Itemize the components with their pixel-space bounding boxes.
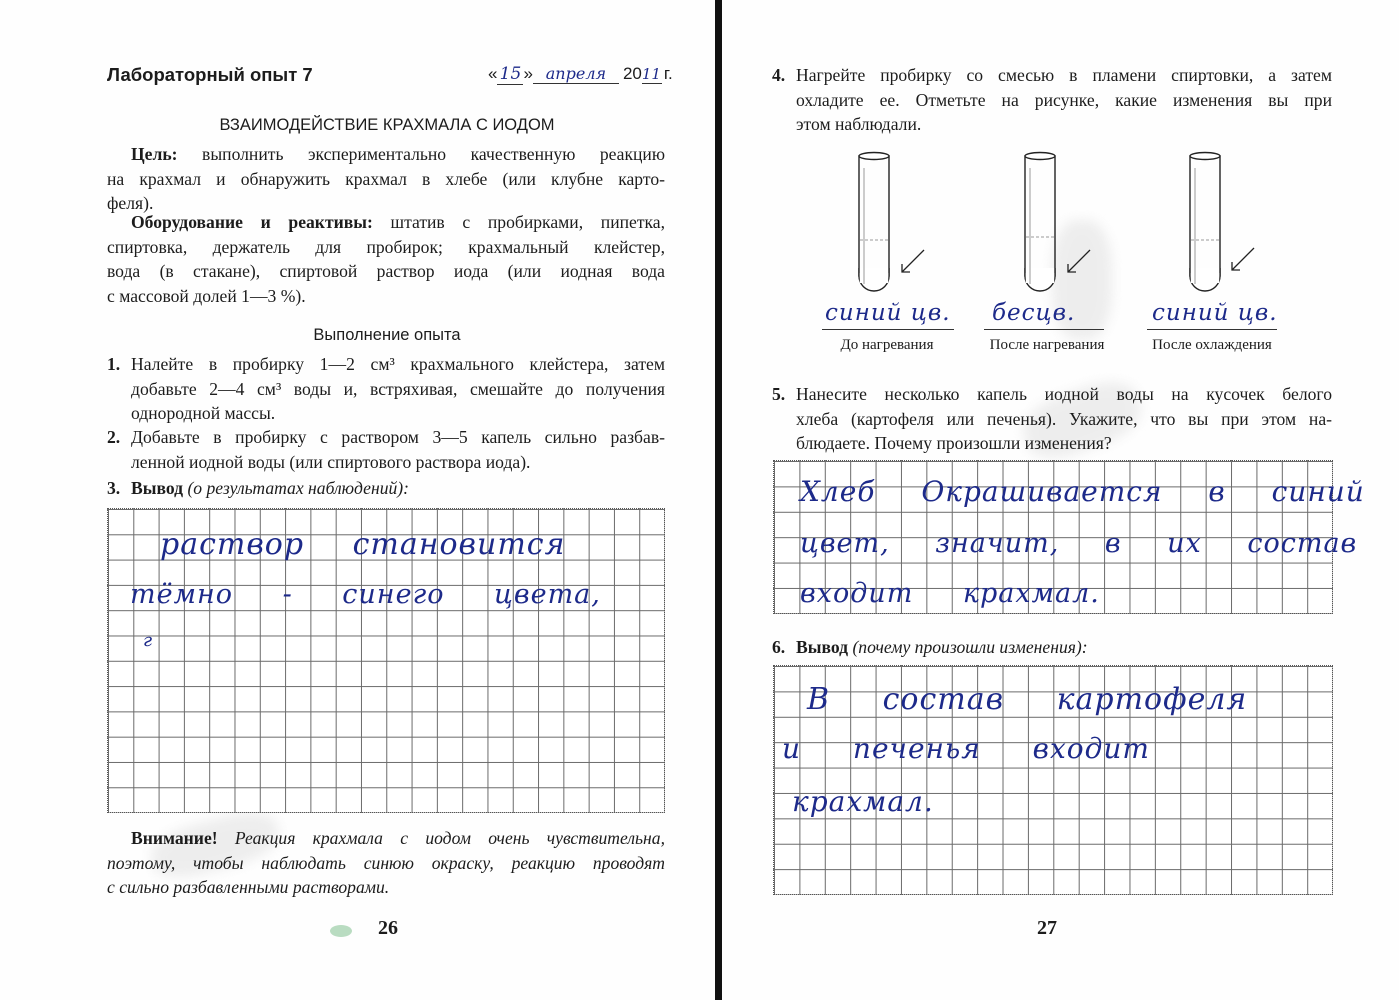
equipment-line: вода (в стакане), спиртовой раствор иода (или иодная вода — [107, 261, 665, 281]
handwritten-answer-line: г — [143, 630, 154, 651]
tube-2-answer: бесцв. — [992, 300, 1076, 326]
conclusion-hint: (о результатах наблюдений): — [187, 478, 410, 498]
page-number-left: 26 — [378, 917, 398, 939]
tube-1-caption: До нагревания — [840, 337, 934, 353]
handwritten-answer-line: В состав картофеля — [807, 682, 1248, 717]
equipment-paragraph — [107, 210, 665, 308]
date-open-quote: « — [488, 64, 498, 83]
step-number: 3. — [107, 478, 121, 498]
step-3-conclusion — [107, 476, 665, 501]
step-1 — [107, 352, 665, 426]
handwritten-answer-line: крахмал. — [792, 785, 934, 818]
step-line: Налейте в пробирку 1—2 см³ крахмального клейстера, затем — [131, 354, 665, 374]
equipment-line: штатив с пробирками, пипетка, — [390, 212, 666, 232]
test-tube-2 — [1025, 153, 1090, 292]
step-line: этом наблюдали. — [796, 114, 922, 134]
lab-heading: Лабораторный опыт 7 — [107, 64, 313, 85]
page-number-right: 27 — [1037, 917, 1057, 939]
step-line: однородной массы. — [131, 403, 276, 423]
step-line: Нагрейте пробирку со смесью в пламени спиртовки, а затем — [796, 65, 1332, 85]
green-mark — [330, 925, 352, 937]
arrow-icon — [902, 250, 924, 272]
warning-label: Внимание! — [131, 828, 218, 848]
test-tube-1 — [859, 153, 924, 292]
goal-label: Цель: — [131, 144, 178, 164]
test-tube-3 — [1190, 153, 1254, 292]
date-month[interactable]: апреля — [533, 64, 619, 84]
tube-1-answer-line[interactable] — [822, 329, 954, 330]
handwritten-answer-line: Хлеб Окрашивается в синий — [800, 475, 1365, 508]
step-2 — [107, 425, 665, 474]
arrow-icon — [1068, 250, 1090, 272]
date-line — [488, 64, 673, 85]
step-line: добавьте 2—4 см³ воды и, встряхивая, смешайте до получения — [131, 378, 665, 399]
date-year-prefix: 20 — [622, 64, 642, 83]
conclusion-label: Вывод — [796, 637, 849, 657]
date-year-unit: г. — [663, 64, 673, 83]
goal-line: феля). — [107, 193, 154, 213]
page-right — [722, 0, 1399, 1000]
equipment-label: Оборудование и реактивы: — [131, 212, 373, 232]
step-line: Нанесите несколько капель иодной воды на кусочек белого — [796, 384, 1332, 404]
date-day[interactable]: 15 — [497, 64, 523, 85]
tube-2-answer-line[interactable] — [984, 329, 1104, 330]
step-number: 6. — [772, 637, 786, 657]
step-6-conclusion — [772, 635, 1332, 660]
step-number: 4. — [772, 65, 786, 85]
step-number: 5. — [772, 384, 786, 404]
experiment-title: ВЗАИМОДЕЙСТВИЕ КРАХМАЛА С ИОДОМ — [219, 116, 555, 134]
arrow-icon — [1232, 248, 1254, 270]
goal-line: на крахмал и обнаружить крахмал в хлебе (или клубне карто- — [107, 168, 665, 189]
step-line: ленной иодной воды (или спиртового раствора иода). — [131, 451, 531, 472]
goal-paragraph — [107, 142, 665, 216]
goal-line: выполнить экспериментально качественную реакцию — [202, 144, 665, 164]
tube-3-answer-line[interactable] — [1147, 329, 1277, 330]
tube-1-answer: синий цв. — [825, 300, 951, 326]
step-line: Добавьте в пробирку с раствором 3—5 капель сильно разбав- — [131, 427, 665, 447]
tube-3-answer: синий цв. — [1152, 300, 1278, 326]
conclusion-hint: (почему произошли изменения): — [852, 637, 1088, 657]
step-number: 2. — [107, 427, 121, 447]
step-number: 1. — [107, 354, 121, 374]
handwritten-answer-line: раствор становится — [160, 527, 566, 562]
handwritten-answer-line: тёмно - синего цвета, — [130, 579, 601, 610]
step-line: хлеба (картофеля или печенья). Укажите, что вы при этом на- — [796, 408, 1332, 429]
procedure-title: Выполнение опыта — [313, 326, 461, 344]
warning-paragraph — [107, 826, 665, 900]
equipment-line: спиртовка, держатель для пробирок; крахмальный клейстер, — [107, 236, 665, 257]
step-line: охладите ее. Отметьте на рисунке, какие изменения вы при — [796, 89, 1332, 110]
handwritten-answer-line: входит крахмал. — [800, 578, 1100, 609]
date-close-quote: » — [523, 64, 533, 83]
handwritten-answer-line: цвет, значит, в их состав — [800, 528, 1358, 559]
equipment-line: с массовой долей 1—3 %). — [107, 285, 306, 306]
warning-line: с сильно разбавленными растворами. — [107, 877, 390, 897]
tube-2-caption: После нагревания — [989, 337, 1105, 353]
date-year-suffix[interactable]: 11 — [641, 65, 661, 83]
warning-line: Реакция крахмала с иодом очень чувствительна, — [234, 828, 665, 848]
handwritten-answer-line: и печенья входит — [782, 732, 1150, 765]
book-spine — [715, 0, 722, 1000]
tube-3-caption: После охлаждения — [1152, 337, 1272, 353]
warning-line: поэтому, чтобы наблюдать синюю окраску, реакцию проводят — [107, 852, 665, 873]
step-5 — [772, 382, 1332, 456]
step-line: блюдаете. Почему произошли изменения? — [796, 433, 1112, 453]
conclusion-label: Вывод — [131, 478, 184, 498]
test-tubes-figure — [832, 148, 1302, 296]
step-4 — [772, 63, 1332, 137]
